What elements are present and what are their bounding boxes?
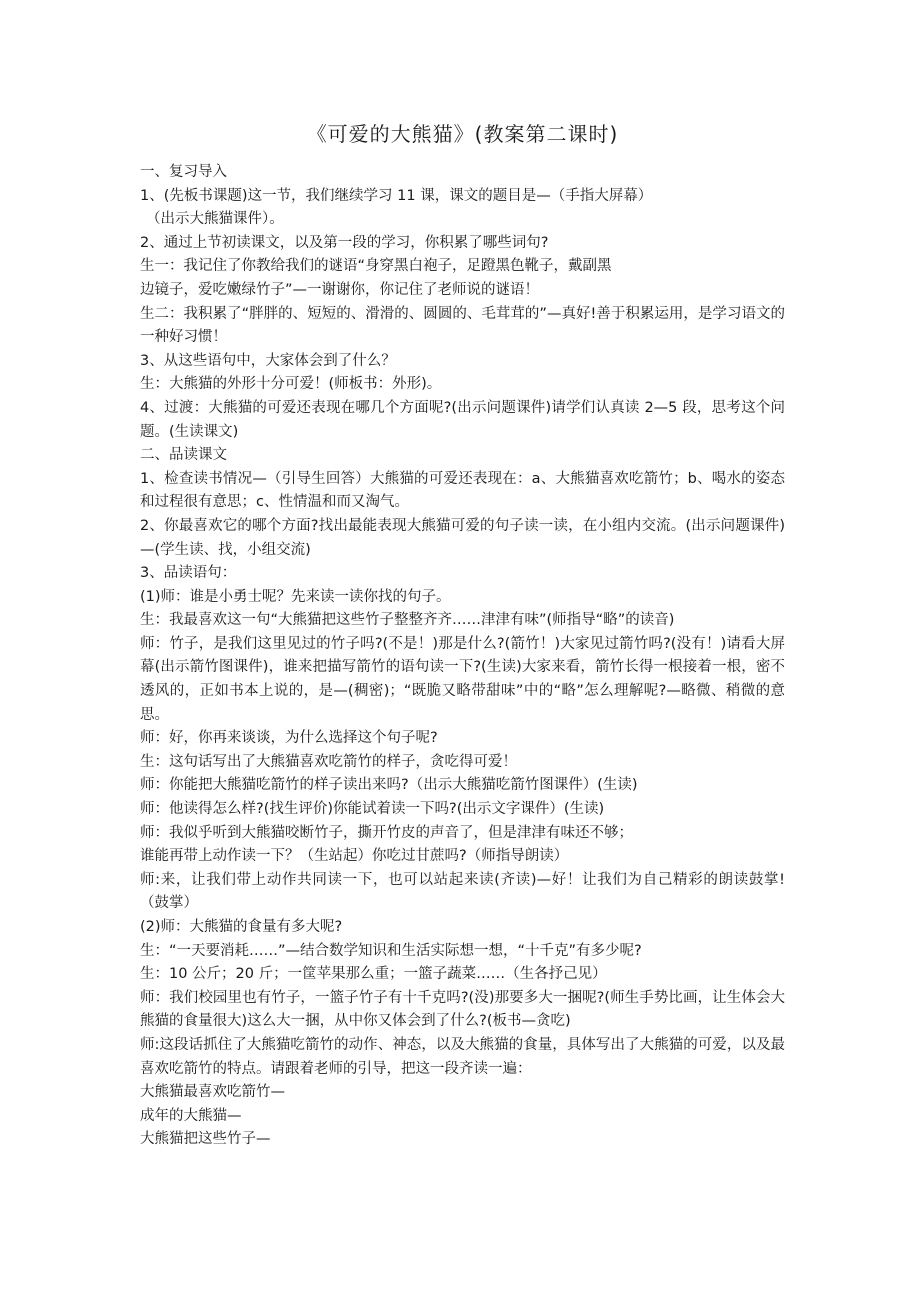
paragraph: 师：他读得怎么样?(找生评价)你能试着读一下吗?(出示文字课件）(生读) (140, 801, 605, 818)
paragraph: 师：我们校园里也有竹子，一篮子竹子有十千克吗?(没)那要多大一捆呢?(师生手势比画，让生体会大熊猫的食量很大)这么大一捆，从中你又体会到了什么?(板书—贪吃) (140, 989, 785, 1030)
paragraph: 生：大熊猫的外形十分可爱！(师板书：外形)。 (140, 376, 442, 393)
paragraph: 生：我最喜欢这一句“大熊猫把这些竹子整整齐齐……津津有味”(师指导“略”的读音) (140, 612, 675, 629)
document-title: 《可爱的大熊猫》(教案第二课时) (306, 122, 619, 146)
paragraph: 师：好，你再来谈谈，为什么选择这个句子呢? (140, 730, 438, 747)
paragraph: (2)师：大熊猫的食量有多大呢? (140, 919, 343, 935)
paragraph: 二、品读课文 (140, 447, 227, 464)
paragraph: 师：我似乎听到大熊猫咬断竹子，撕开竹皮的声音了，但是津津有味还不够； (140, 824, 633, 841)
paragraph: 1、(先板书课题)这一节，我们继续学习 11 课，课文的题目是—（手指大屏幕） (140, 187, 653, 204)
paragraph: 师：你能把大熊猫吃箭竹的样子读出来吗?（出示大熊猫吃箭竹图课件）(生读) (140, 777, 638, 794)
paragraph: 边镜子，爱吃嫩绿竹子”—一谢谢你，你记住了老师说的谜语！ (140, 281, 540, 298)
paragraph: 生：10 公斤；20 斤；一筐苹果那么重；一篮子蔬菜……（生各抒己见） (140, 966, 607, 983)
paragraph: 生二：我积累了“胖胖的、短短的、滑滑的、圆圆的、毛茸茸的”—真好!善于积累运用，是学习语文的一种好习惯！ (140, 305, 785, 346)
paragraph: 谁能再带上动作读一下？（生站起）你吃过甘蔗吗?（师指导朗读） (140, 848, 569, 865)
paragraph: 1、检查读书情况—（引导生回答）大熊猫的可爱还表现在：a、大熊猫喜欢吃箭竹；b、喝水的姿态和过程很有意思；c、性情温和而又淘气。 (140, 470, 785, 511)
paragraph: 生：“一天要消耗……”—结合数学知识和生活实际想一想，“十千克”有多少呢? (140, 942, 642, 959)
paragraph: 3、从这些语句中，大家体会到了什么？ (140, 352, 396, 369)
paragraph: 大熊猫最喜欢吃箭竹— (140, 1084, 285, 1101)
paragraph: 2、你最喜欢它的哪个方面?找出最能表现大熊猫可爱的句子读一读，在小组内交流。(出示问题课件)—(学生读、找，小组交流) (140, 517, 785, 558)
paragraph: 成年的大熊猫— (140, 1107, 242, 1124)
paragraph: 3、品读语句： (140, 565, 237, 582)
paragraph: 4、过渡：大熊猫的可爱还表现在哪几个方面呢?(出示问题课件)请学们认真读 2—5 段，思考这个问题。(生读课文) (140, 399, 785, 440)
document-body (140, 161, 785, 1152)
paragraph: 师:这段话抓住了大熊猫吃箭竹的动作、神态，以及大熊猫的食量，具体写出了大熊猫的可爱，以及最喜欢吃箭竹的特点。请跟着老师的引导，把这一段齐读一遍： (140, 1036, 785, 1077)
document-page (140, 119, 785, 1152)
paragraph: 2、通过上节初读课文，以及第一段的学习，你积累了哪些词句? (140, 234, 549, 251)
paragraph: 生一：我记住了你教给我们的谜语“身穿黑白袍子，足蹬黑色靴子，戴副黑 (140, 258, 612, 275)
paragraph: 大熊猫把这些竹子— (140, 1131, 271, 1148)
paragraph: (1)师：谁是小勇士呢？先来读一读你找的句子。 (140, 588, 451, 605)
paragraph: 师：竹子，是我们这里见过的竹子吗?(不是！)那是什么?(箭竹！)大家见过箭竹吗?(没有！)请看大屏幕(出示箭竹图课件)，谁来把描写箭竹的语句读一下?(生读)大家来看，箭竹长得一根接着一根，密不透风的，正如书本上说的，是—(稠密)；“既脆又略带甜味”中的“略”怎么理解呢?—略微、稍微的意思。 (140, 635, 785, 723)
paragraph: （出示大熊猫课件）。 (146, 211, 284, 228)
paragraph: 生：这句话写出了大熊猫喜欢吃箭竹的样子，贪吃得可爱！ (140, 753, 517, 770)
paragraph: 一、复习导入 (140, 164, 227, 180)
paragraph: 师:来，让我们带上动作共同读一下，也可以站起来读(齐读)—好！让我们为自己精彩的朗读鼓掌!（鼓掌） (140, 871, 785, 912)
